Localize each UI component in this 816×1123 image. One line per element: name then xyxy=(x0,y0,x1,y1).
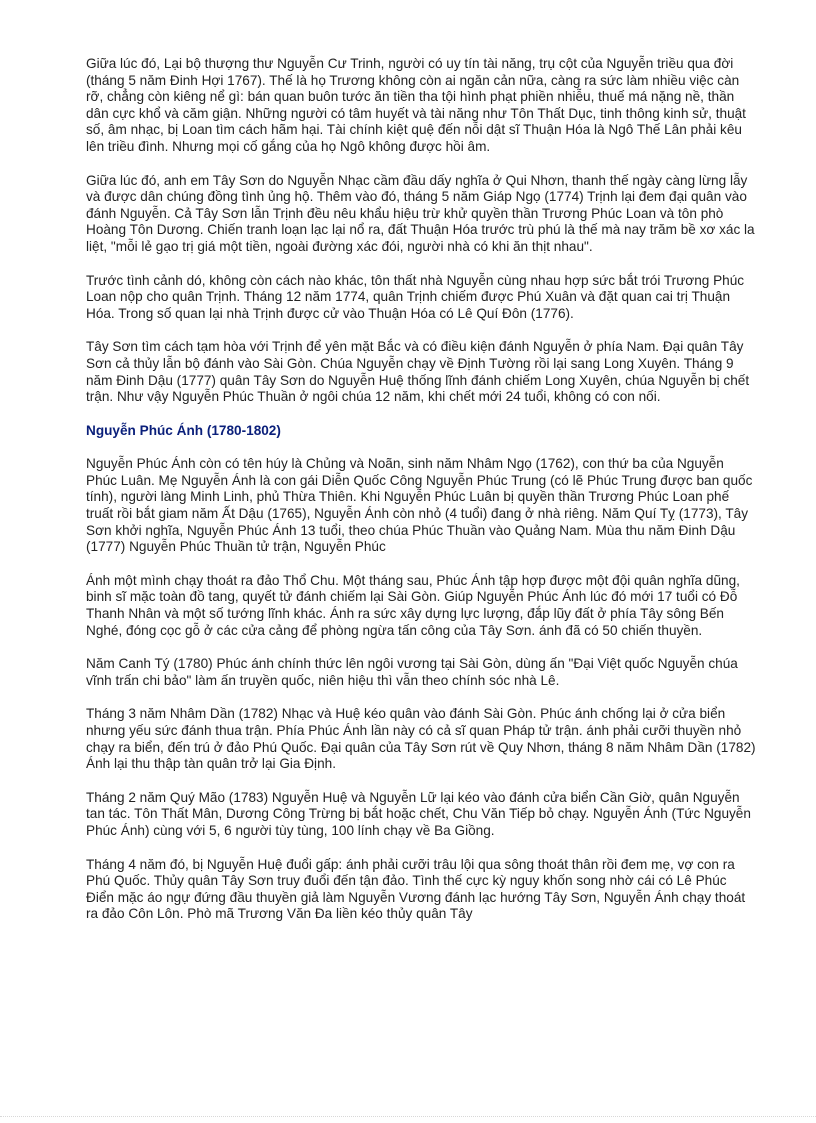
section-heading: Nguyễn Phúc Ánh (1780-1802) xyxy=(86,422,281,438)
paragraph: Tây Sơn tìm cách tạm hòa với Trịnh để yên mặt Bắc và có điều kiện đánh Nguyễn ở phía Nam. Đại quân Tây Sơn cả thủy lẫn bộ đánh vào Sài Gòn. Chúa Nguyễn chạy về Định Tường rồi lại sang Long Xuyên. Tháng 9 năm Đinh Dậu (1777) quân Tây Sơn do Nguyễn Huệ thống lĩnh đánh chiếm Long Xuyên, chúa Nguyễn bị chết trận. Như vậy Nguyễn Phúc Thuần ở ngôi chúa 12 năm, khi chết mới 24 tuổi, không có con nối. xyxy=(86,339,750,405)
paragraph: Tháng 2 năm Quý Mão (1783) Nguyễn Huệ và Nguyễn Lữ lại kéo vào đánh cửa biển Cần Giờ, quân Nguyễn tan tác. Tôn Thất Mân, Dương Công Trừng bị bắt hoặc chết, Chu Văn Tiếp bỏ chạy. Nguyễn Ánh (Tức Nguyễn Phúc Ánh) cùng với 5, 6 người tùy tùng, 100 lính chạy về Ba Giồng. xyxy=(86,789,751,838)
paragraph: Giữa lúc đó, anh em Tây Sơn do Nguyễn Nhạc cầm đầu dấy nghĩa ở Qui Nhơn, thanh thế ngày càng lừng lẫy và được dân chúng đồng tình ủng hộ. Thêm vào đó, tháng 5 năm Giáp Ngọ (1774) Trịnh lại đem đại quân vào đánh Nguyễn. Cả Tây Sơn lẫn Trịnh đều nêu khẩu hiệu trừ khử quyền thần Trương Phúc Loan và tôn phò Hoàng Tôn Dương. Chiến tranh loạn lạc lại nổ ra, đất Thuận Hóa trước trù phú là thế mà nay trăm bề xơ xác la liệt, "mỗi lẻ gạo trị giá một tiền, ngoài đường xác đói, người nhà có khi ăn thịt nhau". xyxy=(86,172,755,254)
paragraph: Tháng 4 năm đó, bị Nguyễn Huệ đuổi gấp: ánh phải cưỡi trâu lội qua sông thoát thân rồi đem mẹ, vợ con ra Phú Quốc. Thủy quân Tây Sơn truy đuổi đến tận đảo. Tình thế cực kỳ nguy khốn song nhờ cái có Lê Phúc Điển mặc áo ngự đứng đầu thuyền giả làm Nguyễn Vương đánh lạc hướng Tây Sơn, Nguyễn Ánh chạy thoát ra đảo Côn Lôn. Phò mã Trương Văn Đa liền kéo thủy quân Tây xyxy=(86,856,746,922)
document-page xyxy=(86,56,758,940)
paragraph: Nguyễn Phúc Ánh còn có tên húy là Chủng và Noãn, sinh năm Nhâm Ngọ (1762), con thứ ba của Nguyễn Phúc Luân. Mẹ Nguyễn Ánh là con gái Diễn Quốc Công Nguyễn Phúc Trung (có lẽ Phúc Trung được ban quốc tính), người làng Minh Linh, phủ Thừa Thiên. Khi Nguyễn Phúc Luân bị quyền thần Trương Phúc Loan phế truất rồi bắt giam năm Ất Dậu (1765), Nguyễn Ánh còn nhỏ (4 tuổi) đang ở nhà riêng. Năm Quí Tỵ (1773), Tây Sơn khởi nghĩa, Nguyễn Phúc Ánh 13 tuổi, theo chúa Phúc Thuần vào Quảng Nam. Mùa thu năm Đinh Dậu (1777) Nguyễn Phúc Thuần tử trận, Nguyễn Phúc xyxy=(86,456,753,555)
paragraph: Trước tình cảnh dó, không còn cách nào khác, tôn thất nhà Nguyễn cùng nhau hợp sức bắt trói Trương Phúc Loan nộp cho quân Trịnh. Tháng 12 năm 1774, quân Trịnh chiếm được Phú Xuân và đặt quan cai trị Thuận Hóa. Trong số quan lại nhà Trịnh được cử vào Thuận Hóa có Lê Quí Đôn (1776). xyxy=(86,272,745,321)
paragraph: Giữa lúc đó, Lại bộ thượng thư Nguyễn Cư Trinh, người có uy tín tài năng, trụ cột của Nguyễn triều qua đời (tháng 5 năm Đinh Hợi 1767). Thế là họ Trương không còn ai ngăn cản nữa, càng ra sức làm nhiều việc càn rỡ, chẳng còn kiêng nể gì: bán quan buôn tước ăn tiền tha tội hình phạt phiền nhiễu, thuế má nặng nề, thần dân cực khổ và căm giận. Những người có tâm huyết và tài năng như Tôn Thất Dục, tinh thông kinh sử, thuật số, âm nhạc, bị Loan tìm cách hãm hại. Tài chính kiệt quệ đến nỗi dật sĩ Thuận Hóa là Ngô Thế Lân phải kêu lên triều đình. Nhưng mọi cố gắng của họ Ngô không được hồi âm. xyxy=(86,56,746,154)
page-bottom-divider xyxy=(0,1116,816,1117)
paragraph: Tháng 3 năm Nhâm Dần (1782) Nhạc và Huệ kéo quân vào đánh Sài Gòn. Phúc ánh chống lại ở cửa biển nhưng yếu sức đánh thua trận. Phía Phúc Ánh lần này có cả sĩ quan Pháp tử trận. ánh phải cưỡi thuyền nhỏ chạy ra biển, đến trú ở đảo Phú Quốc. Đại quân của Tây Sơn rút về Quy Nhơn, tháng 8 năm Nhâm Dần (1782) Ánh lại thu thập tàn quân trở lại Gia Định. xyxy=(86,706,756,772)
paragraph: Ánh một mình chạy thoát ra đảo Thổ Chu. Một tháng sau, Phúc Ánh tập hợp được một đội quân nghĩa dũng, binh sĩ mặc toàn đồ tang, quyết tử đánh chiếm lại Sài Gòn. Giúp Nguyễn Phúc Ánh lúc đó mới 17 tuổi có Đỗ Thanh Nhân và một số tướng lĩnh khác. Ánh ra sức xây dựng lực lượng, đắp lũy đất ở phía Tây sông Bến Nghé, đóng cọc gỗ ở các cửa cảng để phòng ngừa tấn công của Tây Sơn. ánh đã có 50 chiến thuyền. xyxy=(86,572,740,638)
paragraph: Năm Canh Tý (1780) Phúc ánh chính thức lên ngôi vương tại Sài Gòn, dùng ấn "Đại Việt quốc Nguyễn chúa vĩnh trấn chi bảo" làm ấn truyền quốc, niên hiệu thì vẫn theo chính sóc nhà Lê. xyxy=(86,656,738,688)
